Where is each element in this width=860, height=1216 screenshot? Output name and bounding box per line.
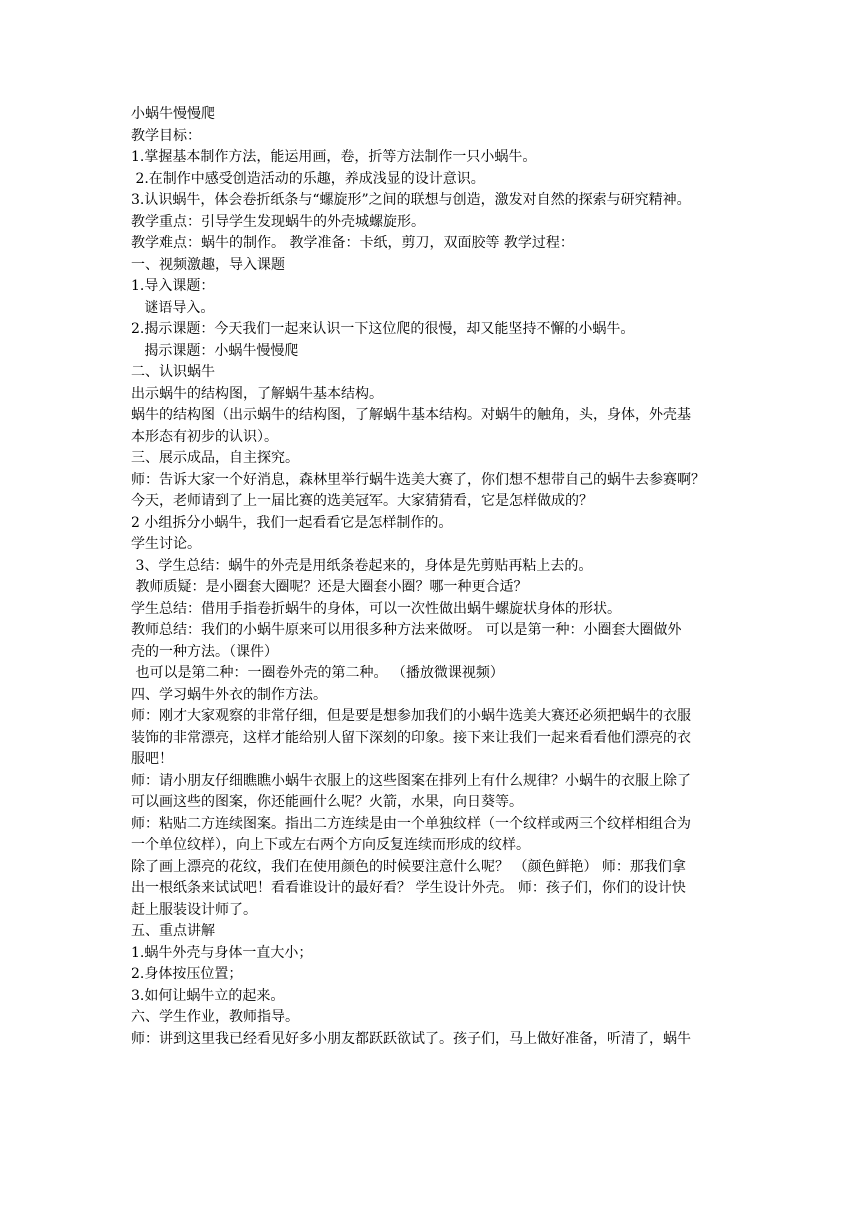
text-line: 学生讨论。 <box>131 536 201 552</box>
text-line: 1.蜗牛外壳与身体一直大小； <box>131 944 313 961</box>
section-heading-6: 六、学生作业，教师指导。 <box>131 1009 299 1025</box>
section-heading-4: 四、学习蜗牛外衣的制作方法。 <box>131 686 327 703</box>
text-line: 赶上服装设计师了。 <box>131 901 257 918</box>
text-line: 可以画这些的图案，你还能画什么呢？火箭，水果，向日葵等。 <box>131 794 523 810</box>
text-line: 师：请小朋友仔细瞧瞧小蜗牛衣服上的这些图案在排列上有什么规律？小蜗牛的衣服上除了 <box>131 772 691 789</box>
text-line: 蜗牛的结构图（出示蜗牛的结构图，了解蜗牛基本结构。对蜗牛的触角，头，身体，外壳基 <box>131 407 691 423</box>
text-line: 出示蜗牛的结构图，了解蜗牛基本结构。 <box>131 385 383 402</box>
text-line: 3.如何让蜗牛立的起来。 <box>131 987 285 1004</box>
section-heading-5: 五、重点讲解 <box>131 923 215 939</box>
text-line: 除了画上漂亮的花纹，我们在使用颜色的时候要注意什么呢？ （颜色鲜艳） 师：那我们拿 <box>131 858 686 875</box>
text-line: 师：讲到这里我已经看见好多小朋友都跃跃欲试了。孩子们，马上做好准备，听清了，蜗牛 <box>131 1030 691 1047</box>
text-line: 1.导入课题： <box>131 278 215 294</box>
text-line: 装饰的非常漂亮，这样才能给别人留下深刻的印象。接下来让我们一起来看看他们漂亮的衣 <box>131 729 691 746</box>
text-line: 3、学生总结：蜗牛的外壳是用纸条卷起来的，身体是先剪贴再粘上去的。 <box>131 557 593 574</box>
text-line: 本形态有初步的认识）。 <box>131 428 278 445</box>
goal-item-2: 2.在制作中感受创造活动的乐趣，养成浅显的设计意识。 <box>131 170 485 187</box>
text-line: 2.揭示课题：今天我们一起来认识一下这位爬的很慢，却又能坚持不懈的小蜗牛。 <box>131 321 635 337</box>
text-line: 也可以是第二种：一圈卷外壳的第二种。 （播放微课视频） <box>131 665 504 681</box>
text-line: 师：粘贴二方连续图案。指出二方连续是由一个单独纹样（一个纹样或两三个纹样相组合为 <box>131 815 691 832</box>
goal-item-1: 1.掌握基本制作方法，能运用画，卷，折等方法制作一只小蜗牛。 <box>131 149 537 165</box>
section-heading-3: 三、展示成品，自主探究。 <box>131 450 299 466</box>
difficulty-and-preparation: 教学难点：蜗牛的制作。 教学准备：卡纸，剪刀，双面胶等 教学过程： <box>131 235 574 251</box>
text-line: 壳的一种方法。（课件） <box>131 643 278 660</box>
document-body <box>131 104 741 1050</box>
key-point: 教学重点：引导学生发现蜗牛的外壳城螺旋形。 <box>131 213 425 230</box>
text-line: 学生总结：借用手指卷折蜗牛的身体，可以一次性做出蜗牛螺旋状身体的形状。 <box>131 600 621 617</box>
text-line: 揭示课题：小蜗牛慢慢爬 <box>131 342 299 359</box>
text-line: 出一根纸条来试试吧！看看谁设计的最好看？ 学生设计外壳。 师：孩子们，你们的设计快 <box>131 880 686 896</box>
text-line: 2.身体按压位置； <box>131 966 243 982</box>
text-line: 教师质疑：是小圈套大圈呢？还是大圈套小圈？哪一种更合适？ <box>131 579 528 595</box>
goal-item-3: 3.认识蜗牛，体会卷折纸条与“螺旋形”之间的联想与创造，激发对自然的探索与研究精神。 <box>131 192 691 208</box>
section-heading-1: 一、视频激趣，导入课题 <box>131 256 285 273</box>
text-line: 今天，老师请到了上一届比赛的选美冠军。大家猜猜看，它是怎样做成的？ <box>131 493 593 509</box>
text-line: 师：告诉大家一个好消息，森林里举行蜗牛选美大赛了，你们想不想带自己的蜗牛去参赛啊？ <box>131 471 705 488</box>
text-line: 谜语导入。 <box>131 299 215 316</box>
text-line: 服吧！ <box>131 751 173 767</box>
text-line: 师：刚才大家观察的非常仔细，但是要是想参加我们的小蜗牛选美大赛还必须把蜗牛的衣服 <box>131 708 691 724</box>
text-line: 教师总结：我们的小蜗牛原来可以用很多种方法来做呀。 可以是第一种：小圈套大圈做外 <box>131 622 682 638</box>
text-line: 一个单位纹样），向上下或左右两个方向反复连续而形成的纹样。 <box>131 837 530 853</box>
text-line: 2 小组拆分小蜗牛，我们一起看看它是怎样制作的。 <box>131 514 453 531</box>
section-heading-2: 二、认识蜗牛 <box>131 364 215 380</box>
section-heading-goals: 教学目标： <box>131 127 201 144</box>
document-title: 小蜗牛慢慢爬 <box>131 106 215 122</box>
